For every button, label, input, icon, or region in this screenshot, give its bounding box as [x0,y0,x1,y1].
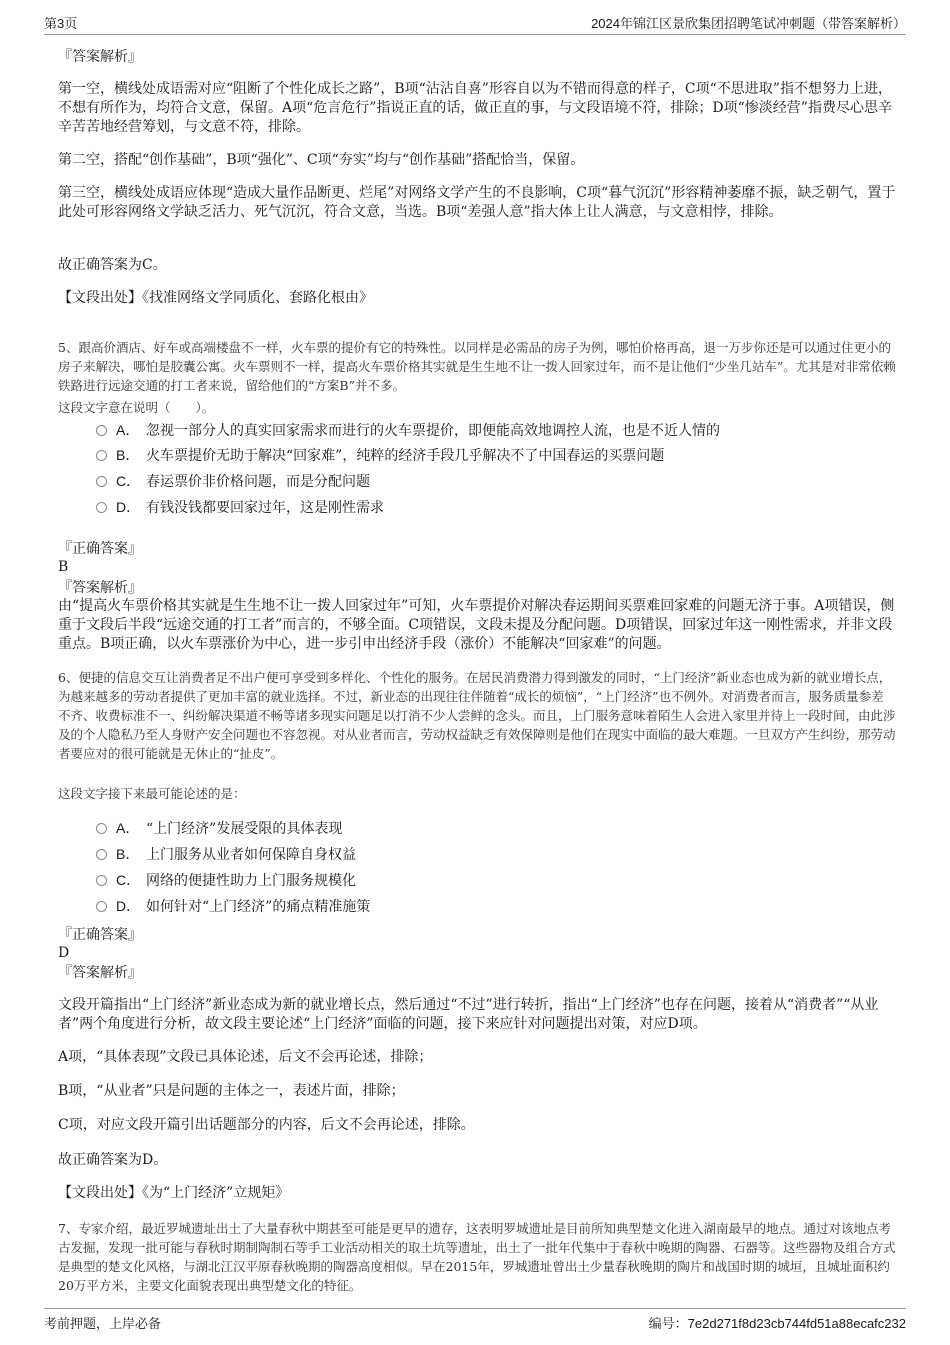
q5-prompt: 这段文字意在说明（ ）。 [58,400,215,415]
option-text: 忽视一部分人的真实回家需求而进行的火车票提价，即便能高效地调控人流，也是不近人情的 [146,423,720,439]
q4-analysis-para1: 第一空，横线处成语需对应“阻断了个性化成长之路”，B项“沾沾自喜”形容自以为不错而得意的样子，C项“不思进取”指不想努力上进，不想有所作为，均符合文意，保留。A项“危言危行”指说正直的话，做正直的事，与文段语境不符，排除；D项“惨淡经营”指费尽心思辛辛苦苦地经营筹划，与文意不符，排除。 [58,81,892,135]
q5-option-c[interactable] [96,471,370,492]
option-letter: C． [116,473,141,489]
q4-analysis-para3: 第三空，横线处成语应体现“造成大量作品断更、烂尾”对网络文学产生的不良影响，C项“暮气沉沉”形容精神萎靡不振，缺乏朝气，置于此处可形容网络文学缺乏活力、死气沉沉，符合文意，当选。B项“差强人意”指大体上让人满意，与文意相悖，排除。 [58,185,896,220]
radio-icon[interactable] [96,502,107,513]
q4-conclusion: 故正确答案为C。 [58,257,167,273]
document-id: 编号：7e2d271f8d23cb744fd51a88ecafc232 [648,1316,906,1331]
q6-option-c[interactable] [96,870,356,891]
q6-analysis-line-c: C项，对应文段开篇引出话题部分的内容，后文不会再论述，排除。 [58,1117,475,1133]
page-number: 第3页 [44,16,78,31]
option-letter: C． [116,872,141,888]
q6-analysis: 文段开篇指出“上门经济”新业态成为新的就业增长点，然后通过“不过”进行转折，指出“上门经济”也存在问题，接着从“消费者”“从业者”两个角度进行分析，故文段主要论述“上门经济”面临的问题，接下来应针对问题提出对策，对应D项。 [58,997,879,1032]
option-letter: D． [116,499,141,515]
q5-analysis-label: 『答案解析』 [58,580,142,596]
q4-analysis-label: 『答案解析』 [58,49,142,65]
radio-icon[interactable] [96,849,107,860]
radio-icon[interactable] [96,450,107,461]
option-letter: A． [116,820,140,836]
q6-analysis-line-a: A项，“具体表现”文段已具体论述，后文不会再论述，排除； [58,1049,433,1065]
option-letter: D． [116,898,141,914]
q6-prompt: 这段文字接下来最可能论述的是： [58,786,246,801]
radio-icon[interactable] [96,823,107,834]
option-letter: A． [116,422,140,438]
option-text: 上门服务从业者如何保障自身权益 [146,847,356,863]
q6-source: 【文段出处】《为“上门经济”立规矩》 [58,1185,290,1201]
q5-option-d[interactable] [96,497,384,518]
page-footer [44,1308,906,1331]
q6-analysis-label: 『答案解析』 [58,965,142,981]
option-text: 春运票价非价格问题，而是分配问题 [146,474,370,490]
q5-option-a[interactable] [96,420,720,441]
option-text: 如何针对“上门经济”的痛点精准施策 [146,899,371,915]
q6-option-d[interactable] [96,896,370,917]
option-letter: B． [116,447,140,463]
q5-answer-label: 『正确答案』 [58,541,142,557]
q6-conclusion: 故正确答案为D。 [58,1152,168,1168]
radio-icon[interactable] [96,901,107,912]
q4-source: 【文段出处】《找准网络文学同质化、套路化根由》 [58,290,373,306]
q5-option-b[interactable] [96,445,664,466]
q6-option-b[interactable] [96,844,356,865]
q6-option-a[interactable] [96,818,342,839]
option-letter: B． [116,846,140,862]
q7-question: 7、专家介绍，最近罗城遗址出土了大量春秋中期甚至可能是更早的遗存，这表明罗城遗址是目前所知典型楚文化进入湖南最早的地点。通过对该地点考古发掘，发现一批可能与春秋时期制陶制石等手工业活动相关的取土坑等遗址，出土了一批年代集中于春秋中晚期的陶器、石器等。这些器物及组合方式是典型的楚文化风格，与湖北江汉平原春秋晚期的陶器高度相似。早在2015年，罗城遗址曾出土少量春秋晚期的陶片和战国时期的城垣，且城址面积约20万平方米，主要文化面貌表现出典型楚文化的特征。 [58,1221,896,1293]
option-text: 有钱没钱都要回家过年，这是刚性需求 [146,500,384,516]
q6-analysis-line-b: B项，“从业者”只是问题的主体之一，表述片面，排除； [58,1083,405,1099]
radio-icon[interactable] [96,425,107,436]
page-header [44,10,906,35]
option-text: “上门经济”发展受限的具体表现 [146,821,343,837]
radio-icon[interactable] [96,476,107,487]
option-text: 火车票提价无助于解决“回家难”，纯粹的经济手段几乎解决不了中国春运的买票问题 [146,448,665,464]
footer-slogan: 考前押题，上岸必备 [44,1316,162,1331]
document-title: 2024年锦江区景欣集团招聘笔试冲刺题（带答案解析） [591,16,906,31]
q4-analysis-para2: 第二空，搭配“创作基础”，B项“强化”、C项“夯实”均与“创作基础”搭配恰当，保留。 [58,152,585,168]
q5-analysis: 由“提高火车票价格其实就是生生地不让一拨人回家过年”可知，火车票提价对解决春运期间买票难回家难的问题无济于事。A项错误，侧重于文段后半段“远途交通的打工者”而言的，不够全面。C项错误，文段未提及分配问题。D项错误，回家过年这一刚性需求，并非文段重点。B项正确，以火车票涨价为中心，进一步引申出经济手段（涨价）不能解决“回家难”的问题。 [58,598,895,652]
option-text: 网络的便捷性助力上门服务规模化 [146,873,356,889]
q6-question: 6、便捷的信息交互让消费者足不出户便可享受到多样化、个性化的服务。在居民消费潜力得到激发的同时，“上门经济”新业态也成为新的就业增长点，为越来越多的劳动者提供了更加丰富的就业选择。不过，新业态的出现往往伴随着“成长的烦恼”，“上门经济”也不例外。对消费者而言，服务质量参差不齐、收费标准不一、纠纷解决渠道不畅等诸多现实问题足以打消不少人尝鲜的念头。而且，上门服务意味着陌生人会进入家里并待上一段时间，由此涉及的个人隐私乃至人身财产安全问题也不容忽视。对从业者而言，劳动权益缺乏有效保障则是他们在现实中面临的最大难题。一旦双方产生纠纷，那劳动者要应对的很可能就是无休止的“扯皮”。 [58,670,896,761]
q6-answer-label: 『正确答案』 [58,927,142,943]
q6-answer: D [58,945,70,961]
radio-icon[interactable] [96,875,107,886]
q5-question: 5、跟高价酒店、好车或高端楼盘不一样，火车票的提价有它的特殊性。以同样是必需品的房子为例，哪怕价格再高，退一万步你还是可以通过住更小的房子来解决，哪怕是胶囊公寓。火车票则不一样，提高火车票价格其实就是生生地不让一拨人回家过年，而不是让他们“少坐几站车”。尤其是对非常依赖铁路进行远途交通的打工者来说，留给他们的“方案B”并不多。 [58,340,896,393]
q5-answer: B [58,559,69,575]
